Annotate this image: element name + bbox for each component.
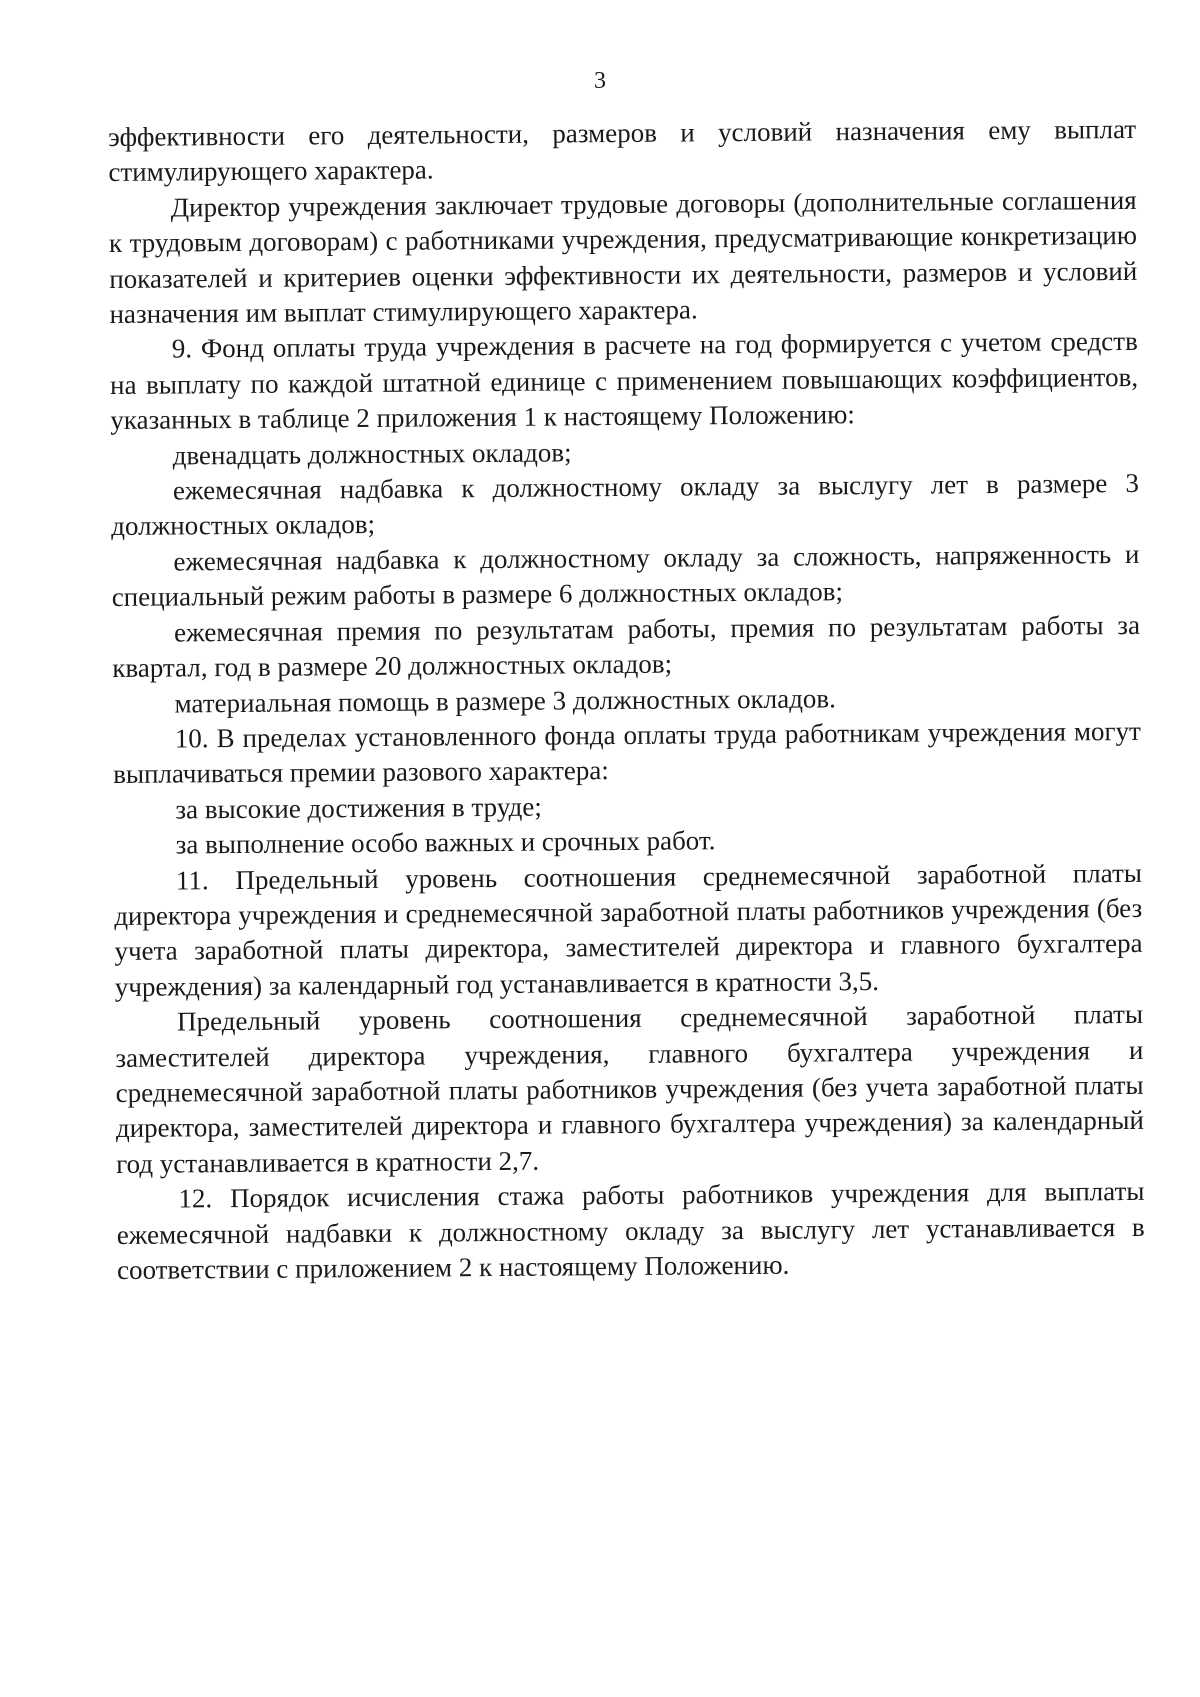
paragraph-12-seniority-order: 12. Порядок исчисления стажа работы работников учреждения для выплаты ежемесячной надбавки к должностному окладу за выслугу лет устанавливается в соответствии с приложением 2 к настоящему Положению. <box>116 1176 1145 1285</box>
paragraph-director-contracts: Директор учреждения заключает трудовые договоры (дополнительные соглашения к трудовым договорам) с работниками учреждения, предусматривающие конкретизацию показателей и критериев оценки эффективности их деятельности, размеров и условий назначения им выплат стимулирующего характера. <box>108 184 1138 330</box>
paragraph-11-director-ratio: 11. Предельный уровень соотношения среднемесячной заработной платы директора учреждения и среднемесячной заработной платы работников учреждения (без учета заработной платы директора, заместителей директора и главного бухгалтера учреждения) за календарный год устанавливается в кратности 3,5. <box>114 857 1143 1002</box>
page-number: 3 <box>594 68 606 94</box>
list-item-urgent-work: за выполнение особо важных и срочных работ. <box>175 825 716 860</box>
paragraph-10-one-time-premiums: 10. В пределах установленного фонда оплаты труда работникам учреждения могут выплачиваться премии разового характера: <box>113 715 1141 790</box>
paragraph-deputies-ratio: Предельный уровень соотношения среднемесячной заработной платы заместителей директора учреждения, главного бухгалтера учреждения и среднемесячной заработной платы работников учреждения (без учета заработной платы директора, заместителей директора и главного бухгалтера учреждения) за календарный год устанавливается в кратности 2,7. <box>115 999 1145 1179</box>
list-item-complexity-bonus: ежемесячная надбавка к должностному окладу за сложность, напряженность и специальный режим работы в размере 6 должностных окладов; <box>111 538 1140 613</box>
list-item-twelve-salaries: двенадцать должностных окладов; <box>172 437 572 471</box>
list-item-seniority-bonus: ежемесячная надбавка к должностному окладу за выслугу лет в размере 3 должностных окладов; <box>111 467 1140 542</box>
document-body <box>108 112 1145 1288</box>
paragraph-9-wage-fund: 9. Фонд оплаты труда учреждения в расчете на год формируется с учетом средств на выплату по каждой штатной единице с применением повышающих коэффициентов, указанных в таблице 2 приложения 1 к настоящему Положению: <box>109 326 1139 436</box>
list-item-monthly-premium: ежемесячная премия по результатам работы, премия по результатам работы за квартал, год в размере 20 должностных окладов; <box>112 609 1141 684</box>
list-item-material-aid: материальная помощь в размере 3 должностных окладов. <box>174 682 836 718</box>
list-item-high-achievements: за высокие достижения в труде; <box>175 791 542 825</box>
paragraph-continuation: эффективности его деятельности, размеров и условий назначения ему выплат стимулирующего характера. <box>108 113 1137 188</box>
